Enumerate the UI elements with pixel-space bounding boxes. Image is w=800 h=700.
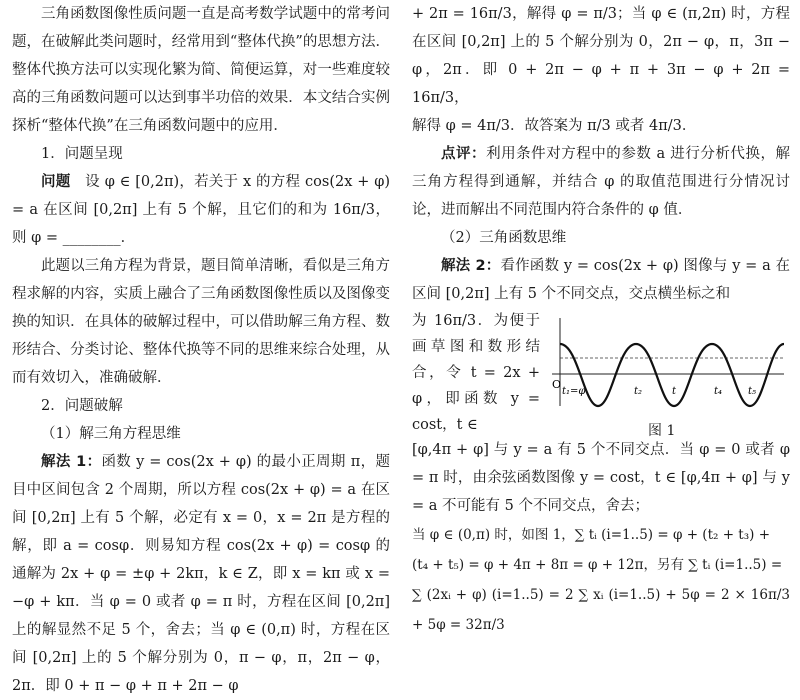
problem-label: 问题 bbox=[41, 174, 71, 190]
figure-caption: 图 1 bbox=[648, 423, 676, 439]
cosine-figure bbox=[548, 314, 788, 420]
figure-side-paragraph: 为 16π/3．为便于画草图和数形结合，令 t = 2x + φ，即函数 y = cost，t ∈ bbox=[412, 313, 540, 433]
right-column bbox=[412, 0, 790, 640]
comment-label: 点评： bbox=[441, 146, 487, 162]
summation-line-2: (t₄ + t₅) = φ + 4π + 8π = φ + 12π，另有 ∑ tᵢ (i=1..5) = bbox=[412, 557, 783, 573]
subsection-1-title: （1）解三角方程思维 bbox=[41, 426, 181, 442]
intro-paragraph: 三角函数图像性质问题一直是高考数学试题中的常考问题，在破解此类问题时，经常用到“整体代换”的思想方法．整体代换方法可以实现化繁为简、简便运算，对一些难度较高的三角函数问题可以达到事半功倍的效果．本文结合实例探析“整体代换”在三角函数问题中的应用． bbox=[12, 6, 390, 134]
summation-line-1: 当 φ ∈ (0,π) 时，如图 1，∑ tᵢ (i=1..5) = φ + (t₂ + t₃) + bbox=[412, 527, 771, 543]
continuation-2: 解得 φ = 4π/3．故答案为 π/3 或者 4π/3． bbox=[412, 118, 697, 134]
method-2-label: 解法 2： bbox=[441, 258, 501, 274]
summation-line-3: ∑ (2xᵢ + φ) (i=1..5) = 2 ∑ xᵢ (i=1..5) + 5φ = 2 × 16π/3 + 5φ = 32π/3 bbox=[412, 587, 790, 633]
problem-statement bbox=[12, 168, 390, 252]
method-2-text: 看作函数 y = cos(2x + φ) 图像与 y = a 在区间 [0,2π] 上有 5 个不同交点，交点横坐标之和 bbox=[412, 258, 790, 302]
method-2-paragraph bbox=[412, 252, 790, 308]
after-figure-paragraph: [φ,4π + φ] 与 y = a 有 5 个不同交点．当 φ = 0 或者 φ = π 时，由余弦函数图像 y = cost，t ∈ [φ,4π + φ] 与 y = a 不可能有 5 个不同交点，舍去； bbox=[412, 442, 790, 514]
continuation-1: + 2π = 16π/3，解得 φ = π/3；当 φ ∈ (π,2π) 时，方程在区间 [0,2π] 上的 5 个解分别为 0，2π − φ，π，3π − φ，2π．即 0 + 2π − φ + π + 3π − φ + 2π = 16π/3， bbox=[412, 6, 790, 106]
comment-paragraph bbox=[412, 140, 790, 224]
label-t5: t₅ bbox=[748, 386, 757, 397]
label-t2: t₂ bbox=[634, 386, 643, 397]
section-1-title: 1．问题呈现 bbox=[41, 146, 123, 162]
method-1-text: 函数 y = cos(2x + φ) 的最小正周期 π，题目中区间包含 2 个周期，所以方程 cos(2x + φ) = a 在区间 [0,2π] 上有 5 个解，必定有 x = 0，x = 2π 是方程的解，即 a = cosφ．则易知方程 cos(2x + φ) = cosφ 的通解为 2x + φ = ±φ + 2kπ，k ∈ Z，即 x = kπ 或 x = −φ + kπ．当 φ = 0 或者 φ = π 时，方程在区间 [0,2π] 上的解显然不足 5 个，舍去；当 φ ∈ (0,π) 时，方程在区间 [0,2π] 上的 5 个解分别为 0，π − φ，π，2π − φ，2π．即 0 + π − φ + π + 2π − φ bbox=[12, 454, 390, 694]
left-column bbox=[12, 0, 390, 700]
section-2-title: 2．问题破解 bbox=[41, 398, 123, 414]
figure-side-text bbox=[412, 308, 540, 438]
method-1-label: 解法 1： bbox=[41, 454, 102, 470]
figure-block bbox=[412, 308, 790, 439]
comment-text: 利用条件对方程中的参数 a 进行分析代换，解三角方程得到通解，并结合 φ 的取值范围进行分情况讨论，进而解出不同范围内符合条件的 φ 值． bbox=[412, 146, 790, 218]
label-origin: O bbox=[552, 378, 562, 391]
subsection-2-title: （2）三角函数思维 bbox=[441, 230, 567, 246]
problem-text: 设 φ ∈ [0,2π)，若关于 x 的方程 cos(2x + φ) = a 在区间 [0,2π] 上有 5 个解，且它们的和为 16π/3，则 φ = ________． bbox=[12, 174, 390, 246]
method-1-paragraph bbox=[12, 448, 390, 700]
label-t1: t₁=φ bbox=[562, 386, 586, 397]
analysis-paragraph: 此题以三角方程为背景，题目简单清晰，看似是三角方程求解的内容，实质上融合了三角函数图像性质以及图像变换的知识．在具体的破解过程中，可以借助解三角方程、数形结合、分类讨论、整体代换等不同的思维来综合处理，从而有效切入，准确破解． bbox=[12, 258, 390, 386]
label-t: t bbox=[672, 386, 677, 397]
label-t4: t₄ bbox=[714, 386, 723, 397]
